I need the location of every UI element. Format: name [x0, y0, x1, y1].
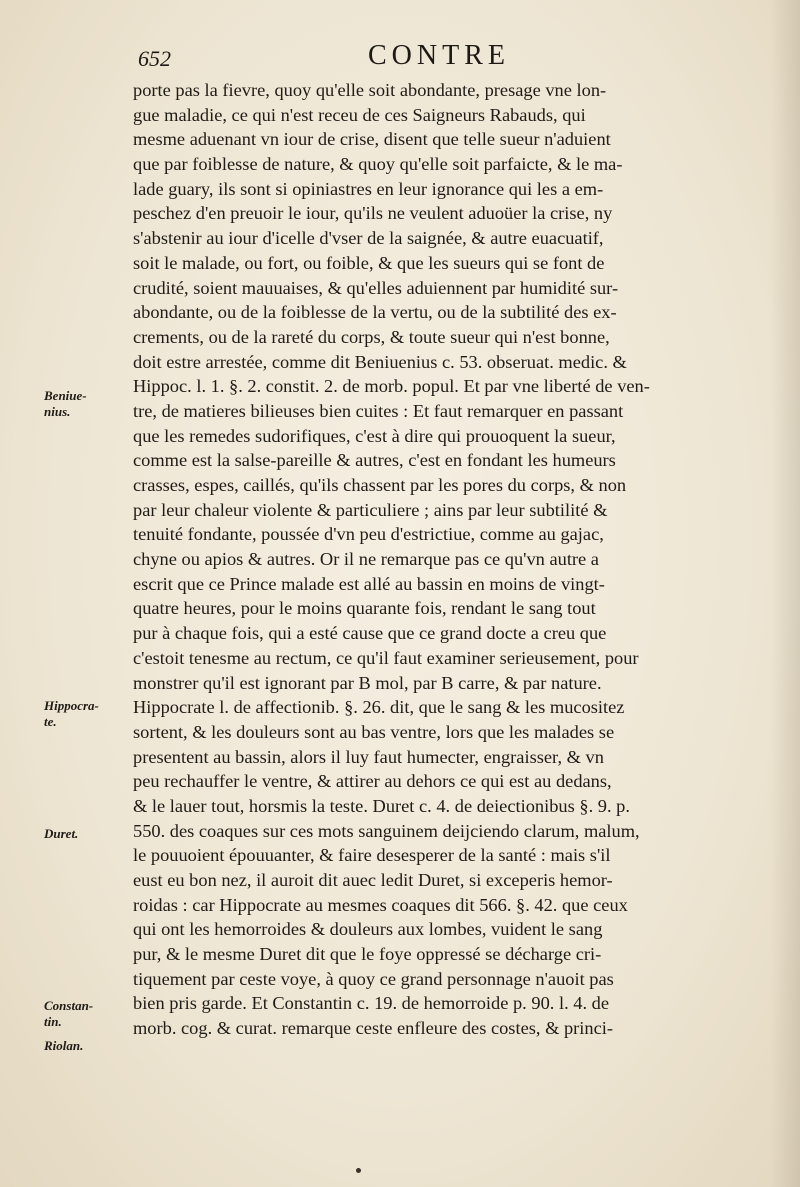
text-line: quatre heures, pour le moins quarante fois, rendant le sang tout: [133, 598, 596, 619]
text-line: sortent, & les douleurs sont au bas ventre, lors que les malades se: [133, 721, 615, 742]
text-line: qui ont les hemorroides & douleurs aux lombes, vuident le sang: [133, 919, 603, 940]
text-line: peschez d'en preuoir le iour, qu'ils ne veulent aduoüer la crise, ny: [133, 203, 613, 224]
ink-speck: [356, 1168, 361, 1173]
body-text: [133, 78, 793, 1041]
text-line: lade guary, ils sont si opiniastres en leur ignorance qui les a em-: [133, 178, 604, 199]
margin-note-line: nius.: [44, 404, 71, 419]
margin-note-line: Riolan.: [44, 1038, 84, 1053]
margin-note-duret: [44, 826, 124, 842]
text-line: porte pas la fievre, quoy qu'elle soit abondante, presage vne lon-: [133, 80, 607, 100]
text-line: morb. cog. & curat. remarque ceste enfleure des costes, & princi-: [133, 1018, 614, 1039]
text-line: doit estre arrestée, comme dit Beniuenius c. 53. obseruat. medic. &: [133, 351, 627, 372]
margin-note-line: Constan-: [44, 998, 94, 1013]
text-line: presentent au bassin, alors il luy faut humecter, engraisser, & vn: [133, 746, 604, 767]
margin-note-line: Hippocra-: [44, 698, 99, 713]
text-line: mesme aduenant vn iour de crise, disent que telle sueur n'aduient: [133, 129, 611, 150]
text-line: escrit que ce Prince malade est allé au bassin en moins de vingt-: [133, 573, 605, 594]
text-line: abondante, ou de la foiblesse de la vertu, ou de la subtilité des ex-: [133, 302, 617, 323]
running-head: CONTRE: [368, 40, 510, 71]
margin-note-constantin: [44, 998, 124, 1030]
text-line: crudité, soient mauuaises, & qu'elles aduiennent par humidité sur-: [133, 277, 619, 298]
text-line: tre, de matieres bilieuses bien cuites : Et faut remarquer en passant: [133, 400, 624, 421]
text-line: eust eu bon nez, il auroit dit auec ledit Duret, si exceperis hemor-: [133, 870, 613, 890]
text-line: Hippocrate l. de affectionib. §. 26. dit, que le sang & les mucositez: [133, 697, 625, 718]
margin-note-line: Beniue-: [44, 388, 87, 403]
text-line: peu rechauffer le ventre, & attirer au dehors ce qui est au dedans,: [133, 771, 612, 792]
margin-note-line: tin.: [44, 1014, 62, 1029]
text-line: s'abstenir au iour d'icelle d'vser de la saignée, & autre euacuatif,: [133, 228, 604, 249]
text-line: que les remedes sudorifiques, c'est à dire qui prouoquent la sueur,: [133, 425, 616, 446]
margin-note-line: te.: [44, 714, 57, 729]
margin-note-riolan: [44, 1038, 124, 1054]
text-line: roidas : car Hippocrate au mesmes coaques dit 566. §. 42. que ceux: [133, 894, 628, 915]
text-line: Hippoc. l. 1. §. 2. constit. 2. de morb. popul. Et par vne liberté de ven-: [133, 376, 650, 397]
text-line: soit le malade, ou fort, ou foible, & que les sueurs qui se font de: [133, 252, 605, 273]
margin-note-beniuenius: [44, 388, 124, 420]
text-line: crements, ou de la rareté du corps, & toute sueur qui n'est bonne,: [133, 326, 610, 347]
text-line: & le lauer tout, horsmis la teste. Duret c. 4. de deiectionibus §. 9. p.: [133, 795, 630, 816]
text-line: pur, & le mesme Duret dit que le foye oppressé se décharge cri-: [133, 944, 602, 965]
text-line: bien pris garde. Et Constantin c. 19. de hemorroide p. 90. l. 4. de: [133, 993, 610, 1014]
text-line: monstrer qu'il est ignorant par B mol, par B carre, & par nature.: [133, 672, 602, 693]
text-line: crasses, espes, caillés, qu'ils chassent par les pores du corps, & non: [133, 475, 627, 495]
margin-note-hippocrate: [44, 698, 124, 730]
text-line: que par foiblesse de nature, & quoy qu'elle soit parfaicte, & le ma-: [133, 154, 623, 175]
text-line: tiquement par ceste voye, à quoy ce grand personnage n'auoit pas: [133, 968, 614, 989]
text-line: gue maladie, ce qui n'est receu de ces Saigneurs Rabauds, qui: [133, 104, 586, 125]
text-line: chyne ou apios & autres. Or il ne remarque pas ce qu'vn autre a: [133, 549, 599, 570]
text-line: tenuité fondante, poussée d'vn peu d'estrictiue, comme au gajac,: [133, 524, 604, 545]
page-number: 652: [138, 46, 171, 71]
text-line: c'estoit tenesme au rectum, ce qu'il faut examiner serieusement, pour: [133, 647, 639, 668]
text-line: pur à chaque fois, qui a esté cause que ce grand docte a creu que: [133, 623, 607, 644]
text-line: par leur chaleur violente & particuliere ; ains par leur subtilité &: [133, 499, 608, 520]
margin-note-line: Duret.: [44, 826, 79, 841]
text-line: le pouuoient épouuanter, & faire desesperer de la santé : mais s'il: [133, 845, 611, 866]
page-header: [0, 40, 800, 80]
text-line: 550. des coaques sur ces mots sanguinem deijciendo clarum, malum,: [133, 820, 640, 841]
text-line: comme est la salse-pareille & autres, c'est en fondant les humeurs: [133, 450, 616, 471]
